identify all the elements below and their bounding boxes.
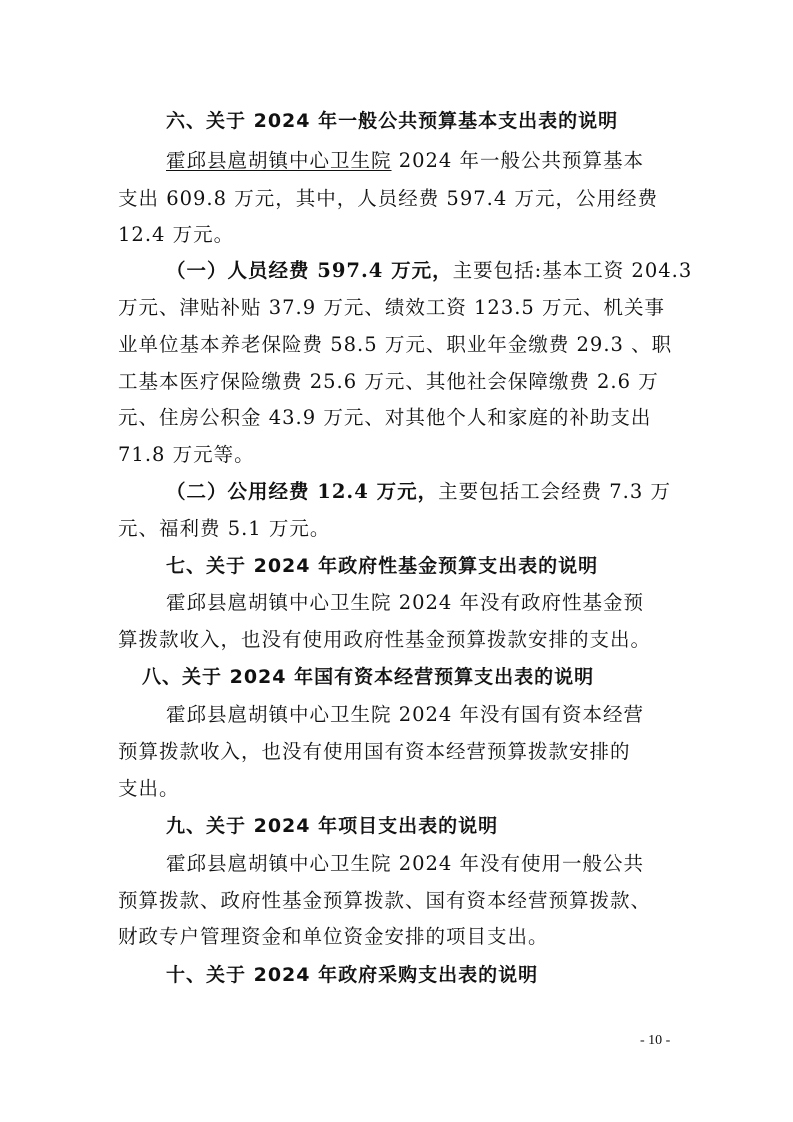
section-6-para1-line2: 支出 609.8 万元，其中，人员经费 597.4 万元，公用经费 — [118, 187, 658, 210]
section-6-para2-line3: 业单位基本养老保险费 58.5 万元、职业年金缴费 29.3 、职 — [118, 333, 673, 356]
section-6-para3-line1: （二）公用经费 12.4 万元，主要包括工会经费 7.3 万 — [166, 480, 671, 503]
section-9-para-line2: 预算拨款、政府性基金预算拨款、国有资本经营预算拨款、 — [118, 889, 652, 912]
section-6-para2-line2: 万元、津贴补贴 37.9 万元、绩效工资 123.5 万元、机关事 — [118, 296, 666, 319]
section-10-heading: 十、关于 2024 年政府采购支出表的说明 — [166, 964, 539, 986]
section-6-para1-line1: 霍邱县扈胡镇中心卫生院 2024 年一般公共预算基本 — [166, 149, 645, 172]
section-6-para2-line6: 71.8 万元等。 — [118, 443, 255, 466]
org-name: 霍邱县扈胡镇中心卫生院 — [166, 149, 392, 172]
page-number: - 10 - — [640, 1033, 671, 1048]
section-6-para3-line2: 元、福利费 5.1 万元。 — [118, 517, 331, 540]
section-7-heading: 七、关于 2024 年政府性基金预算支出表的说明 — [166, 555, 599, 577]
section-6-para1-line3: 12.4 万元。 — [118, 223, 235, 246]
section-6-para2-line4: 工基本医疗保险缴费 25.6 万元、其他社会保障缴费 2.6 万 — [118, 370, 659, 393]
section-8-para-line3: 支出。 — [118, 777, 180, 800]
section-6-heading: 六、关于 2024 年一般公共预算基本支出表的说明 — [166, 110, 619, 132]
section-8-para-line1: 霍邱县扈胡镇中心卫生院 2024 年没有国有资本经营 — [166, 703, 645, 726]
section-7-para-line1: 霍邱县扈胡镇中心卫生院 2024 年没有政府性基金预 — [166, 591, 645, 614]
section-8-para-line2: 预算拨款收入，也没有使用国有资本经营预算拨款安排的 — [118, 740, 631, 763]
section-9-para-line3: 财政专户管理资金和单位资金安排的项目支出。 — [118, 925, 549, 948]
section-6-para2-line1: （一）人员经费 597.4 万元，主要包括:基本工资 204.3 — [166, 259, 693, 282]
section-9-heading: 九、关于 2024 年项目支出表的说明 — [166, 815, 499, 837]
section-7-para-line2: 算拨款收入，也没有使用政府性基金预算拨款安排的支出。 — [118, 628, 652, 651]
section-6-para2-line5: 元、住房公积金 43.9 万元、对其他个人和家庭的补助支出 — [118, 406, 652, 429]
section-8-heading: 八、关于 2024 年国有资本经营预算支出表的说明 — [142, 666, 595, 688]
section-9-para-line1: 霍邱县扈胡镇中心卫生院 2024 年没有使用一般公共 — [166, 852, 645, 875]
public-expense-label: （二）公用经费 12.4 万元， — [166, 480, 439, 503]
personnel-expense-label: （一）人员经费 597.4 万元， — [166, 259, 453, 282]
